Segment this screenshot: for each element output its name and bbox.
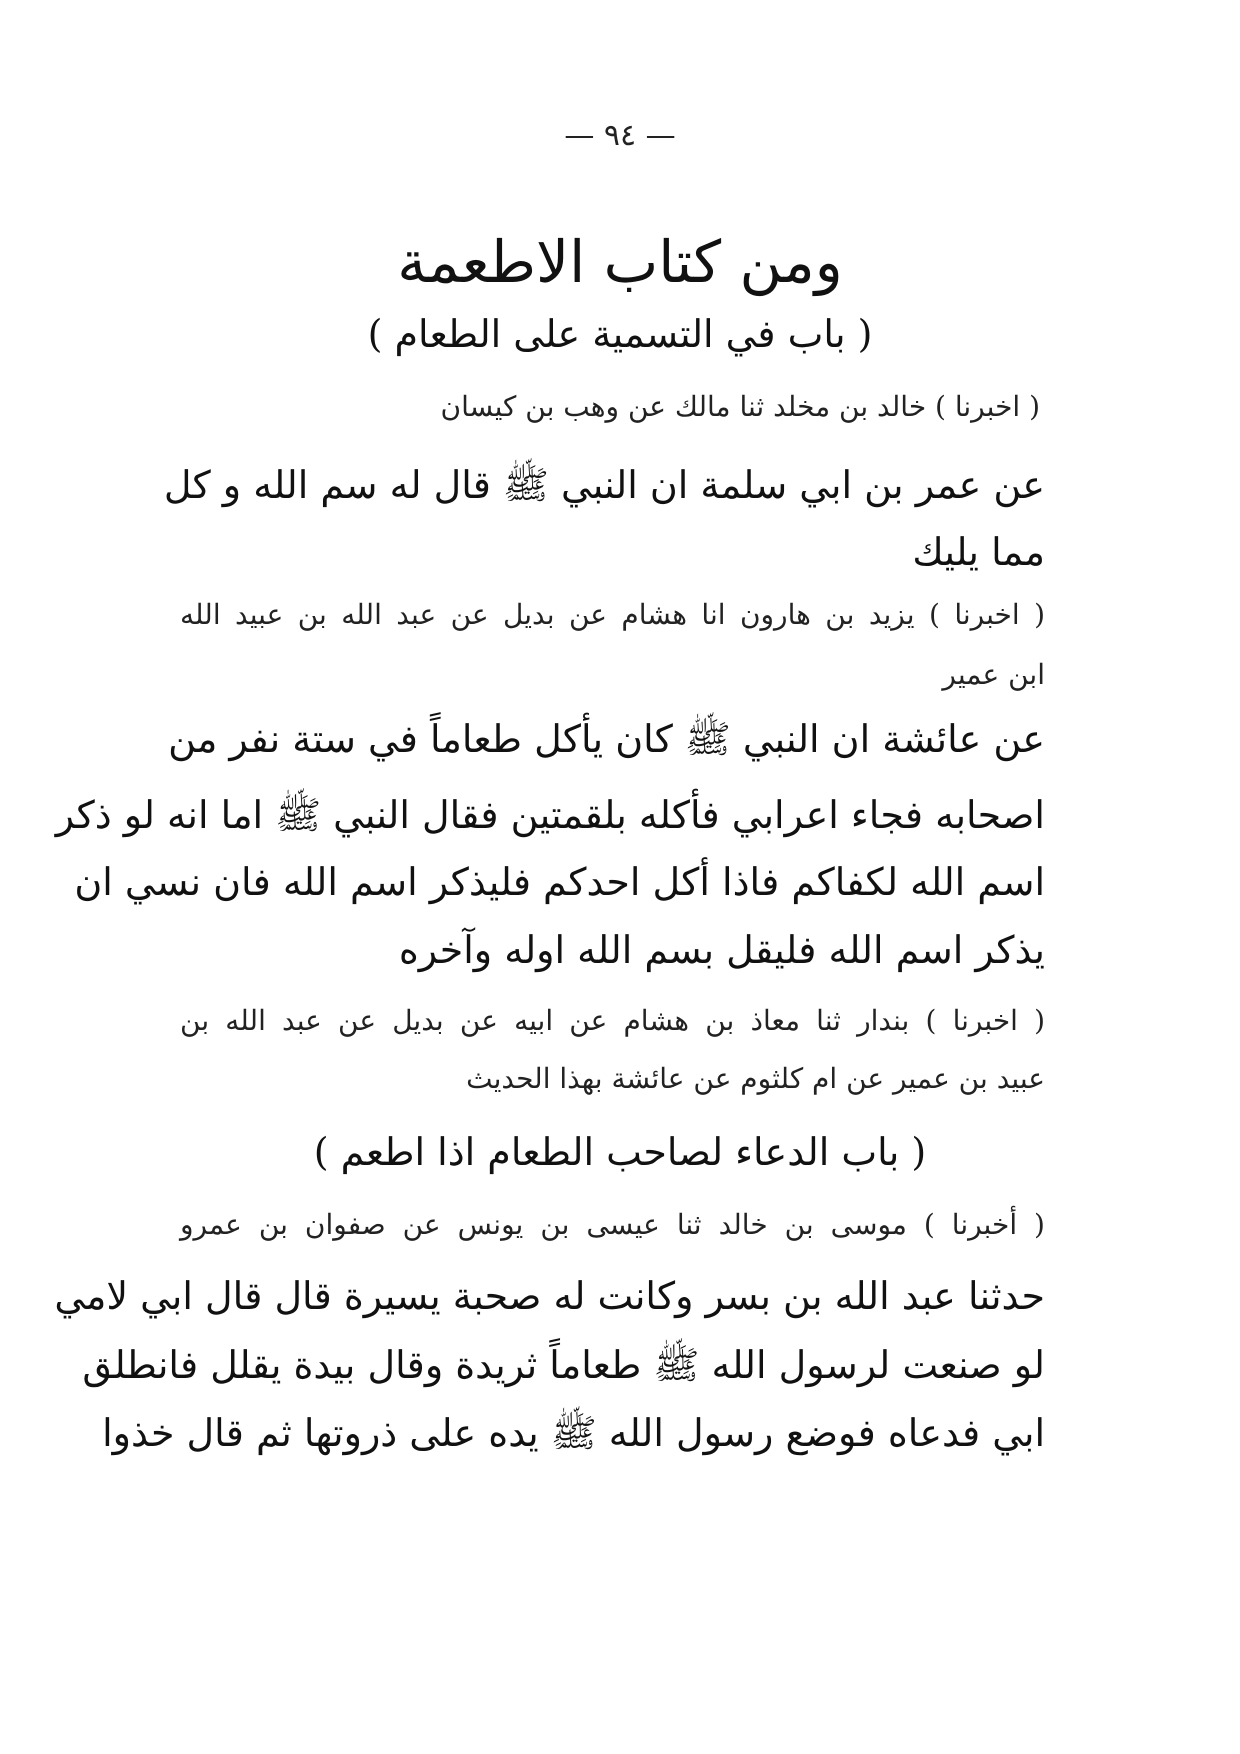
hadith-line: حدثنا عبد الله بن بسر وكانت له صحبة يسيرة قال قال ابي لامي	[54, 1274, 1045, 1318]
page-number: — ٩٤ —	[564, 118, 676, 153]
isnad-line: ( أخبرنا ) موسى بن خالد ثنا عيسى بن يونس عن صفوان بن عمرو	[180, 1208, 1045, 1241]
chapter-heading-dua: ( باب الدعاء لصاحب الطعام اذا اطعم )	[313, 1130, 927, 1174]
hadith-line: مما يليك	[912, 530, 1045, 574]
hadith-line: عن عمر بن ابي سلمة ان النبي ﷺ قال له سم الله و كل	[163, 463, 1045, 507]
book-title: ومن كتاب الاطعمة	[397, 228, 843, 296]
hadith-line: يذكر اسم الله فليقل بسم الله اوله وآخره	[398, 928, 1045, 972]
hadith-line: عن عائشة ان النبي ﷺ كان يأكل طعاماً في ستة نفر من	[168, 717, 1045, 761]
isnad-line: ابن عمير	[942, 658, 1045, 691]
hadith-line: اصحابه فجاء اعرابي فأكله بلقمتين فقال النبي ﷺ اما انه لو ذكر	[55, 793, 1045, 837]
hadith-line: اسم الله لكفاكم فاذا أكل احدكم فليذكر اسم الله فان نسي ان	[74, 860, 1045, 904]
hadith-line: لو صنعت لرسول الله ﷺ طعاماً ثريدة وقال بيدة يقلل فانطلق	[82, 1343, 1045, 1387]
chapter-heading-tasmiya: ( باب في التسمية على الطعام )	[367, 312, 873, 356]
isnad-line: عبيد بن عمير عن ام كلثوم عن عائشة بهذا الحديث	[466, 1062, 1045, 1095]
hadith-line: ابي فدعاه فوضع رسول الله ﷺ يده على ذروتها ثم قال خذوا	[102, 1411, 1045, 1455]
isnad-line: ( اخبرنا ) بندار ثنا معاذ بن هشام عن ابيه عن بديل عن عبد الله بن	[180, 1004, 1045, 1037]
isnad-line: ( اخبرنا ) يزيد بن هارون انا هشام عن بديل عن عبد الله بن عبيد الله	[180, 598, 1045, 631]
isnad-line: ( اخبرنا ) خالد بن مخلد ثنا مالك عن وهب بن كيسان	[440, 390, 1040, 423]
